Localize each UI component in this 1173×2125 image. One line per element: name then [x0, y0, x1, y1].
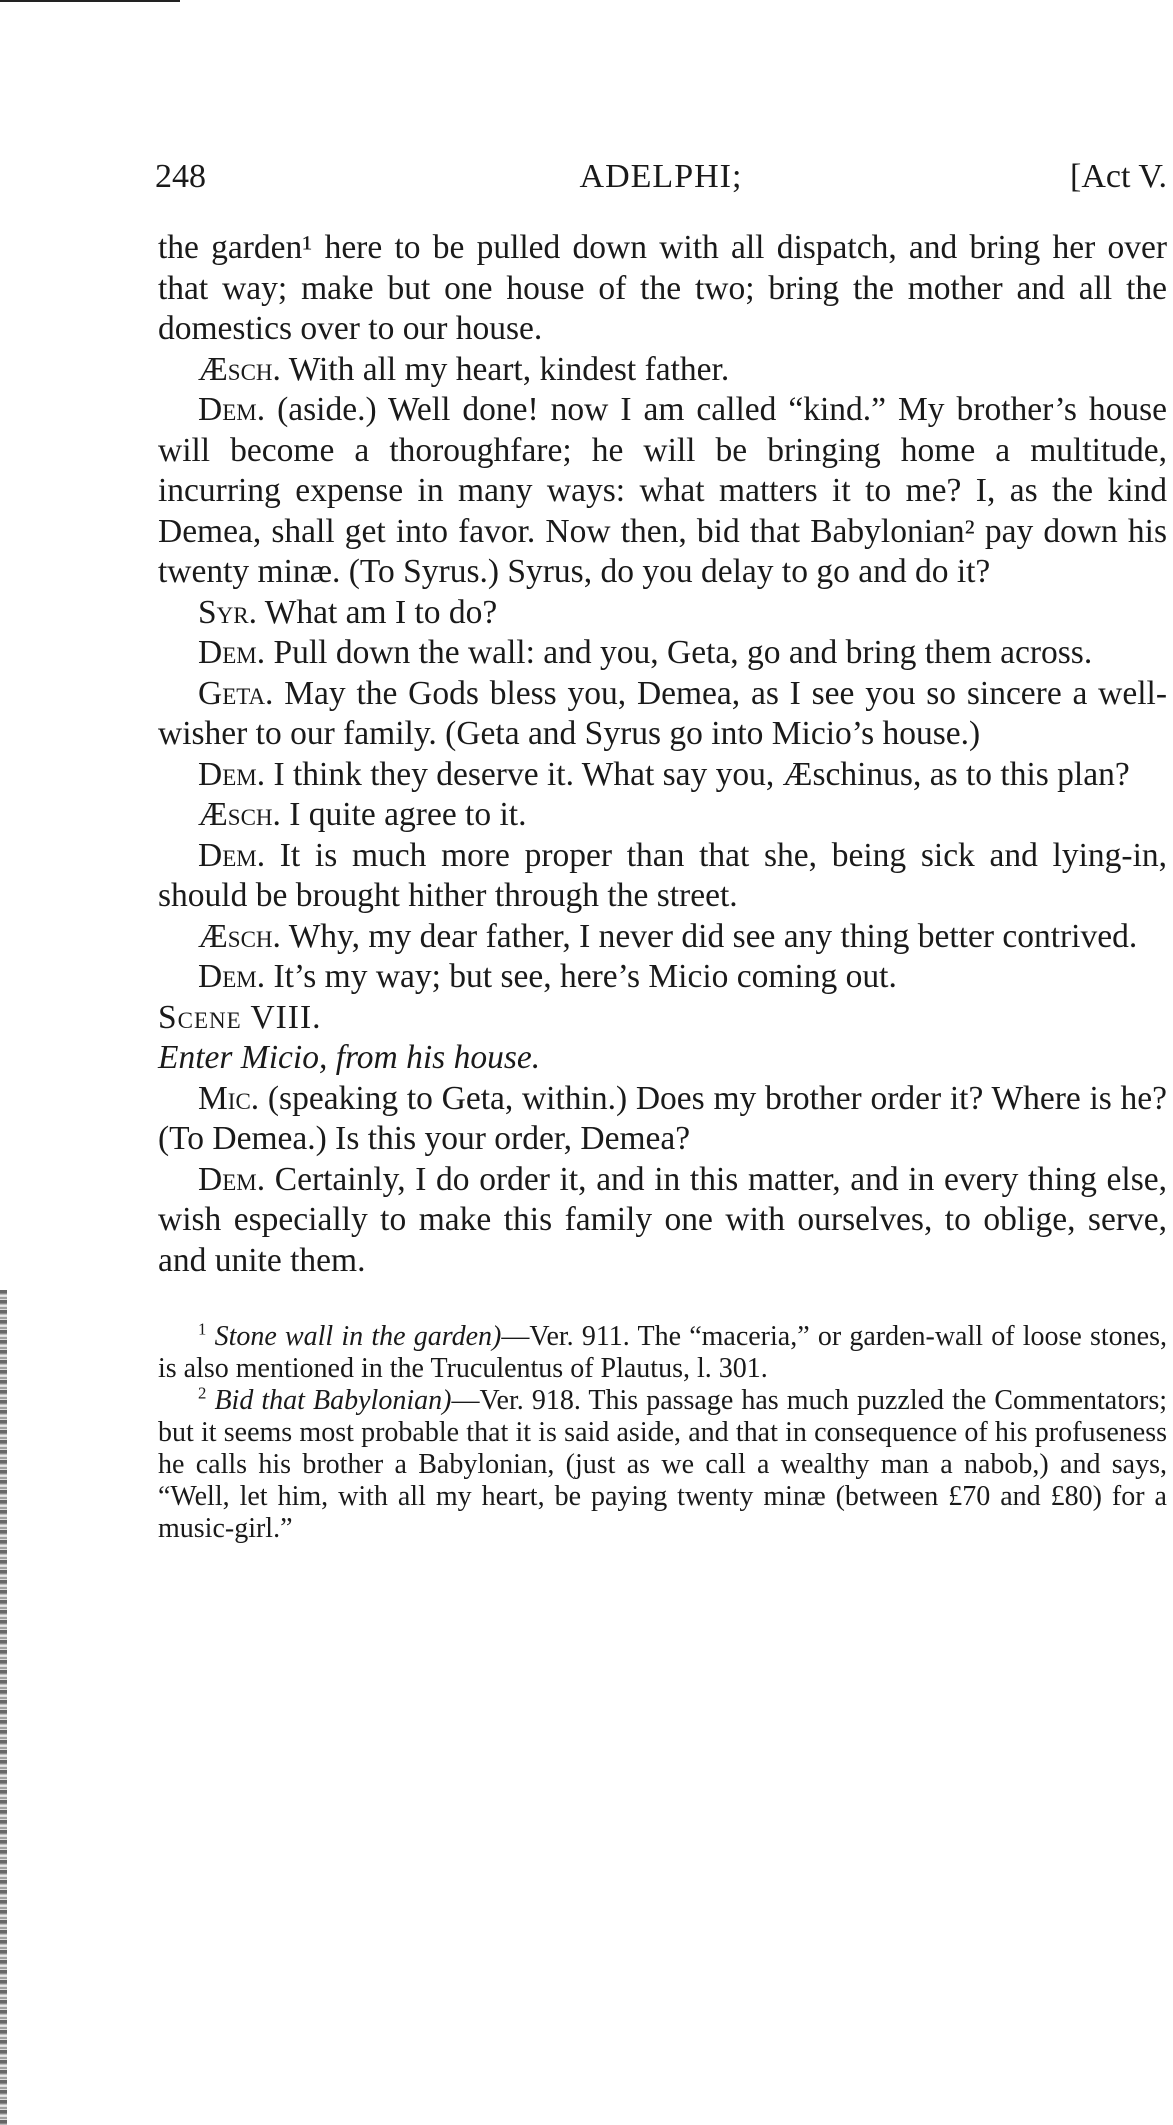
speech-text: It’s my way; but see, here’s Micio coming out. — [273, 958, 897, 995]
footnotes — [158, 1321, 1167, 1545]
speech-text: I think they deserve it. What say you, Æschinus, as to this plan? — [273, 755, 1130, 793]
speech-text: With all my heart, kindest father. — [288, 350, 730, 388]
speaker-name: Æsch. — [198, 350, 281, 388]
speech — [158, 755, 1167, 796]
speaker-name: Æsch. — [198, 796, 281, 833]
footnote-text: —Ver. 918. This passage has much puzzled the Commentators; but it seems most probable that it is said aside, and that in consequence of his profuseness he calls his brother a Babylonian, (just as we call a wealthy man a nabob,) and says, “Well, let him, with all my heart, be paying twenty minæ (between £70 and £80) for a music-girl.” — [158, 1385, 1168, 1544]
speech — [158, 957, 1167, 998]
footnote — [158, 1385, 1167, 1545]
speaker-name: Geta. — [198, 674, 274, 712]
speech-text: (speaking to Geta, within.) Does my brother order it? Where is he? (To Demea.) Is this your order, Demea? — [158, 1079, 1167, 1157]
speech — [158, 350, 1167, 391]
top-rule — [0, 0, 180, 2]
speech-text: (aside.) Well done! now I am called “kind.” My brother’s house will become a thoroughfare; he will be bringing home a multitude, incurring expense in many ways: what matters it to me? I, as the kind Demea, shall get into favor. Now then, bid that Babylonian² pay down his twenty minæ. (To Syrus.) Syrus, do you delay to go and do it? — [158, 391, 1168, 590]
footnote-text: —Ver. 911. The “maceria,” or garden-wall of loose stones, is also mentioned in the Truculentus of Plautus, l. 301. — [158, 1321, 1167, 1384]
speaker-name: Syr. — [198, 593, 257, 631]
running-title: ADELPHI; — [579, 158, 743, 195]
footnote-mark: 2 — [198, 1383, 207, 1403]
stage-direction-text: Enter Micio, from his house. — [158, 1039, 541, 1076]
speech-text: Certainly, I do order it, and in this matter, and in every thing else, wish especially to make this family one with ourselves, to oblige, serve, and unite them. — [158, 1160, 1167, 1279]
speech — [158, 633, 1167, 674]
act-label: [Act V. — [1070, 158, 1167, 195]
footnote-lemma: Bid that Babylonian) — [214, 1385, 452, 1416]
speech — [158, 917, 1167, 958]
running-header — [155, 158, 1167, 202]
speech — [158, 836, 1167, 917]
speech-text: May the Gods bless you, Demea, as I see you so sincere a well-wisher to our family. (Geta and Syrus go into Micio’s house.) — [158, 674, 1168, 752]
stage-direction — [158, 1038, 1167, 1079]
speech — [158, 593, 1167, 634]
page-body — [158, 228, 1167, 1545]
footnote — [158, 1321, 1167, 1385]
binding-edge — [0, 1290, 7, 2125]
speech-text: Why, my dear father, I never did see any thing better contrived. — [288, 917, 1138, 955]
speaker-name: Dem. — [198, 634, 266, 671]
speech — [158, 1079, 1167, 1160]
speech — [158, 1160, 1167, 1282]
speaker-name: Dem. — [198, 1160, 266, 1198]
speaker-name: Mic. — [198, 1079, 260, 1117]
speech-text: Pull down the wall: and you, Geta, go and bring them across. — [273, 634, 1093, 671]
speaker-name: Dem. — [198, 755, 266, 793]
speech-text: It is much more proper than that she, being sick and lying-in, should be brought hither through the street. — [158, 836, 1168, 914]
speaker-name: Dem. — [198, 958, 266, 995]
footnote-lemma: Stone wall in the garden) — [214, 1321, 502, 1352]
speech — [158, 390, 1167, 593]
speaker-name: Dem. — [198, 836, 266, 874]
speech-text: What am I to do? — [264, 593, 498, 631]
scene-title: Scene VIII. — [158, 998, 322, 1036]
speech — [158, 795, 1167, 836]
speech-text: I quite agree to it. — [289, 796, 527, 833]
paragraph: the garden¹ here to be pulled down with all dispatch, and bring her over that way; make but one house of the two; bring the mother and all the domestics over to our house. — [158, 229, 1167, 347]
speech — [158, 674, 1167, 755]
footnote-mark: 1 — [198, 1319, 207, 1339]
page-number: 248 — [155, 158, 206, 195]
speaker-name: Dem. — [198, 391, 266, 428]
speaker-name: Æsch. — [198, 917, 281, 955]
